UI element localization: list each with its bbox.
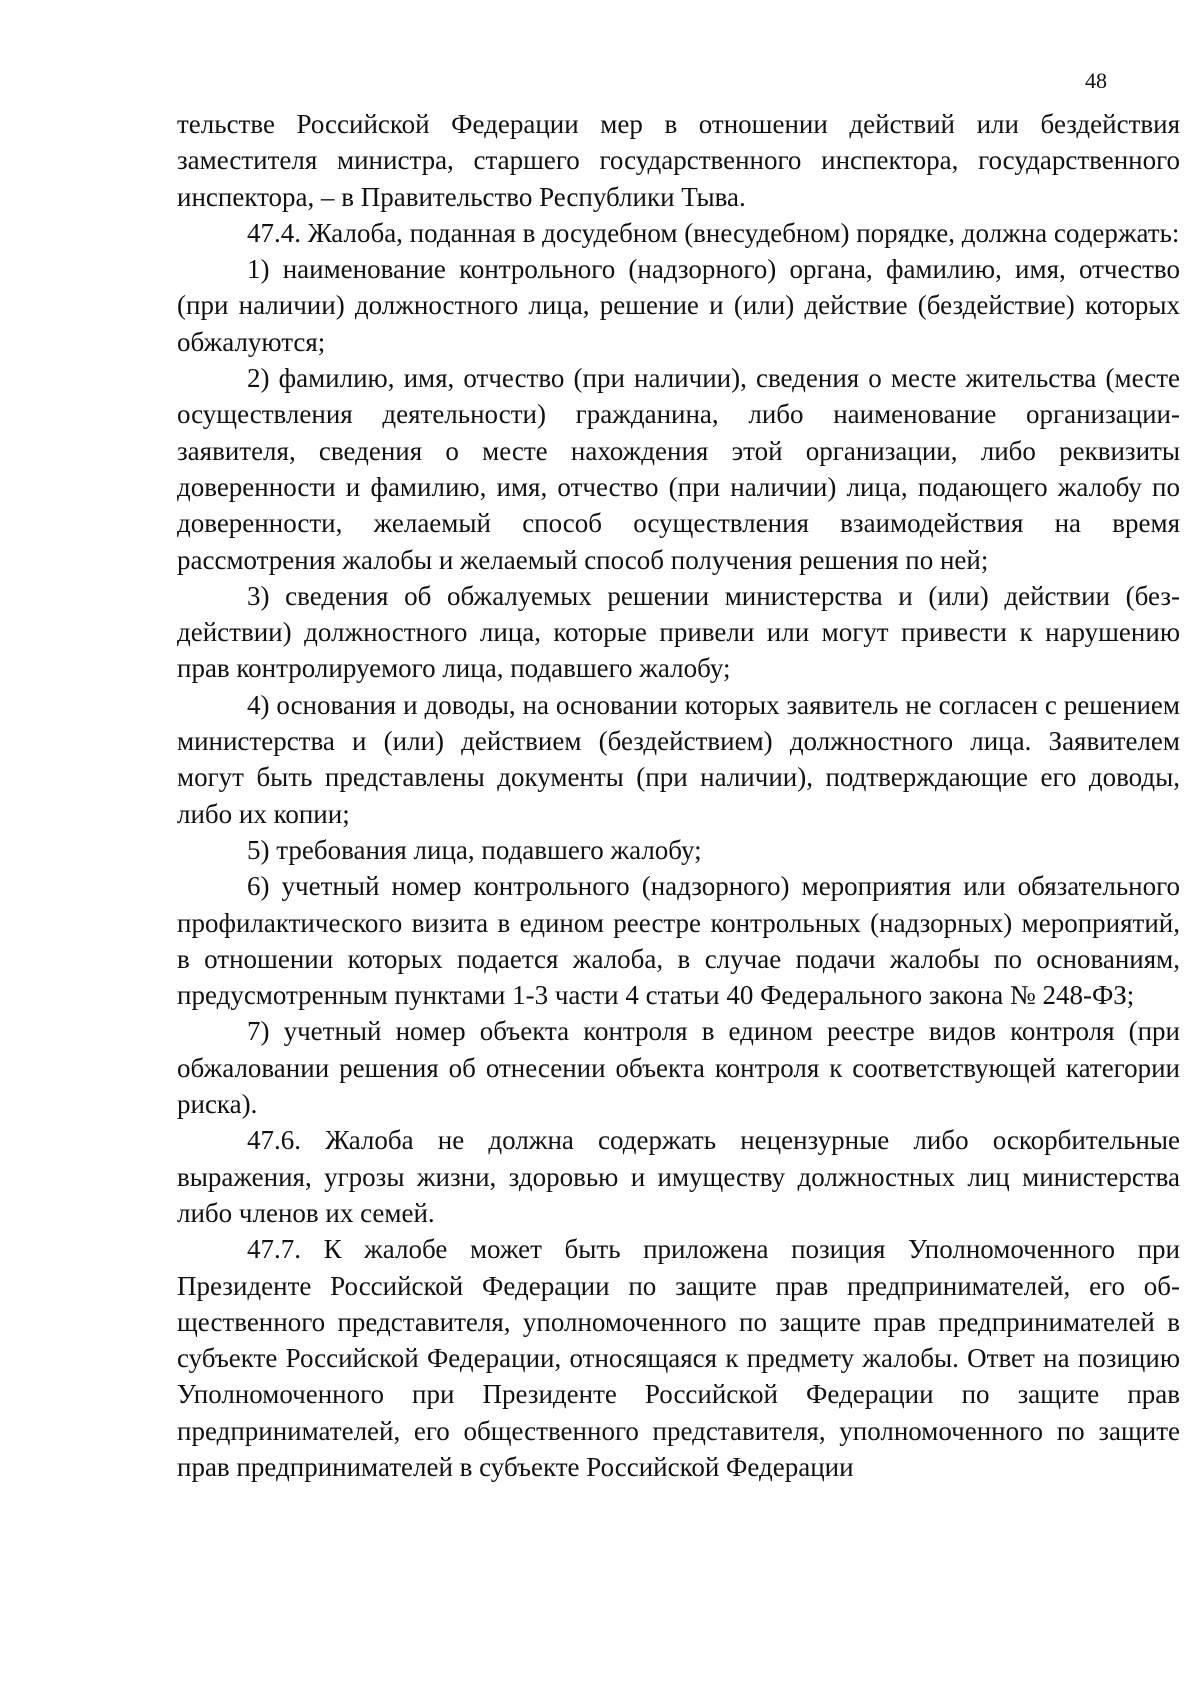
document-body: [177, 106, 1180, 1485]
page-number: 48: [1085, 68, 1107, 93]
list-item-2: 2) фамилию, имя, отчество (при наличии), сведения о месте жительства (месте осуществления деятельности) гражданина, либо наименование организации-заявителя, сведения о месте нахождения этой организации, либо реквизиты доверенности и фамилию, имя, отчество (при наличии) лица, подающего жалобу по доверенности, желаемый способ осуществления взаимодействия на время рассмотрения жалобы и желаемый способ получения решения по ней;: [177, 363, 1180, 575]
paragraph-47-7: 47.7. К жалобе может быть приложена позиция Уполномоченного при Президенте Российской Федерации по защите прав предпринимателей, его общественного представителя, уполномоченного по защите прав предпринимателей в субъекте Российской Федерации, относящаяся к предмету жалобы. Ответ на позицию Уполномоченного при Президенте Российской Федерации по защите прав предпринимателей, его общественного представителя, уполномоченного по защите прав предпринимателей в субъекте Российской Федерации: [177, 1234, 1180, 1482]
list-item-7: 7) учетный номер объекта контроля в едином реестре видов контроля (при обжаловании решения об отнесении объекта контроля к соответствующей категории риска).: [177, 1016, 1180, 1120]
list-item-4: 4) основания и доводы, на основании которых заявитель не согласен с решением министерства и (или) действием (бездействием) должностного лица. Заявителем могут быть представлены документы (при наличии), подтверждающие его доводы, либо их копии;: [177, 689, 1180, 829]
list-item-6: 6) учетный номер контрольного (надзорного) мероприятия или обязательного профилактического визита в едином реестре контрольных (надзорных) мероприятий, в отношении которых подается жалоба, в случае подачи жалобы по основаниям, предусмотренным пунктами 1-3 части 4 статьи 40 Федерального закона № 248-ФЗ;: [177, 871, 1180, 1011]
list-item-5: 5) требования лица, подавшего жалобу;: [247, 834, 702, 865]
paragraph-47-4: 47.4. Жалоба, поданная в досудебном (внесудебном) порядке, должна содержать:: [247, 217, 1180, 248]
paragraph-continuation: тельстве Российской Федерации мер в отношении действий или бездействия заместителя министра, старшего государственного инспектора, государственного инспектора, – в Правительство Республики Тыва.: [177, 109, 1180, 212]
paragraph-47-6: 47.6. Жалоба не должна содержать нецензурные либо оскорбительные выражения, угрозы жизни, здоровью и имуществу должностных лиц министерства либо членов их семей.: [177, 1125, 1180, 1228]
list-item-1: 1) наименование контрольного (надзорного) органа, фамилию, имя, отчество (при наличии) должностного лица, решение и (или) действие (бездействие) которых обжалуются;: [177, 254, 1180, 357]
list-item-3: 3) сведения об обжалуемых решении министерства и (или) действии (бездействии) должностного лица, которые привели или могут привести к нарушению прав контролируемого лица, подавшего жалобу;: [177, 580, 1180, 684]
